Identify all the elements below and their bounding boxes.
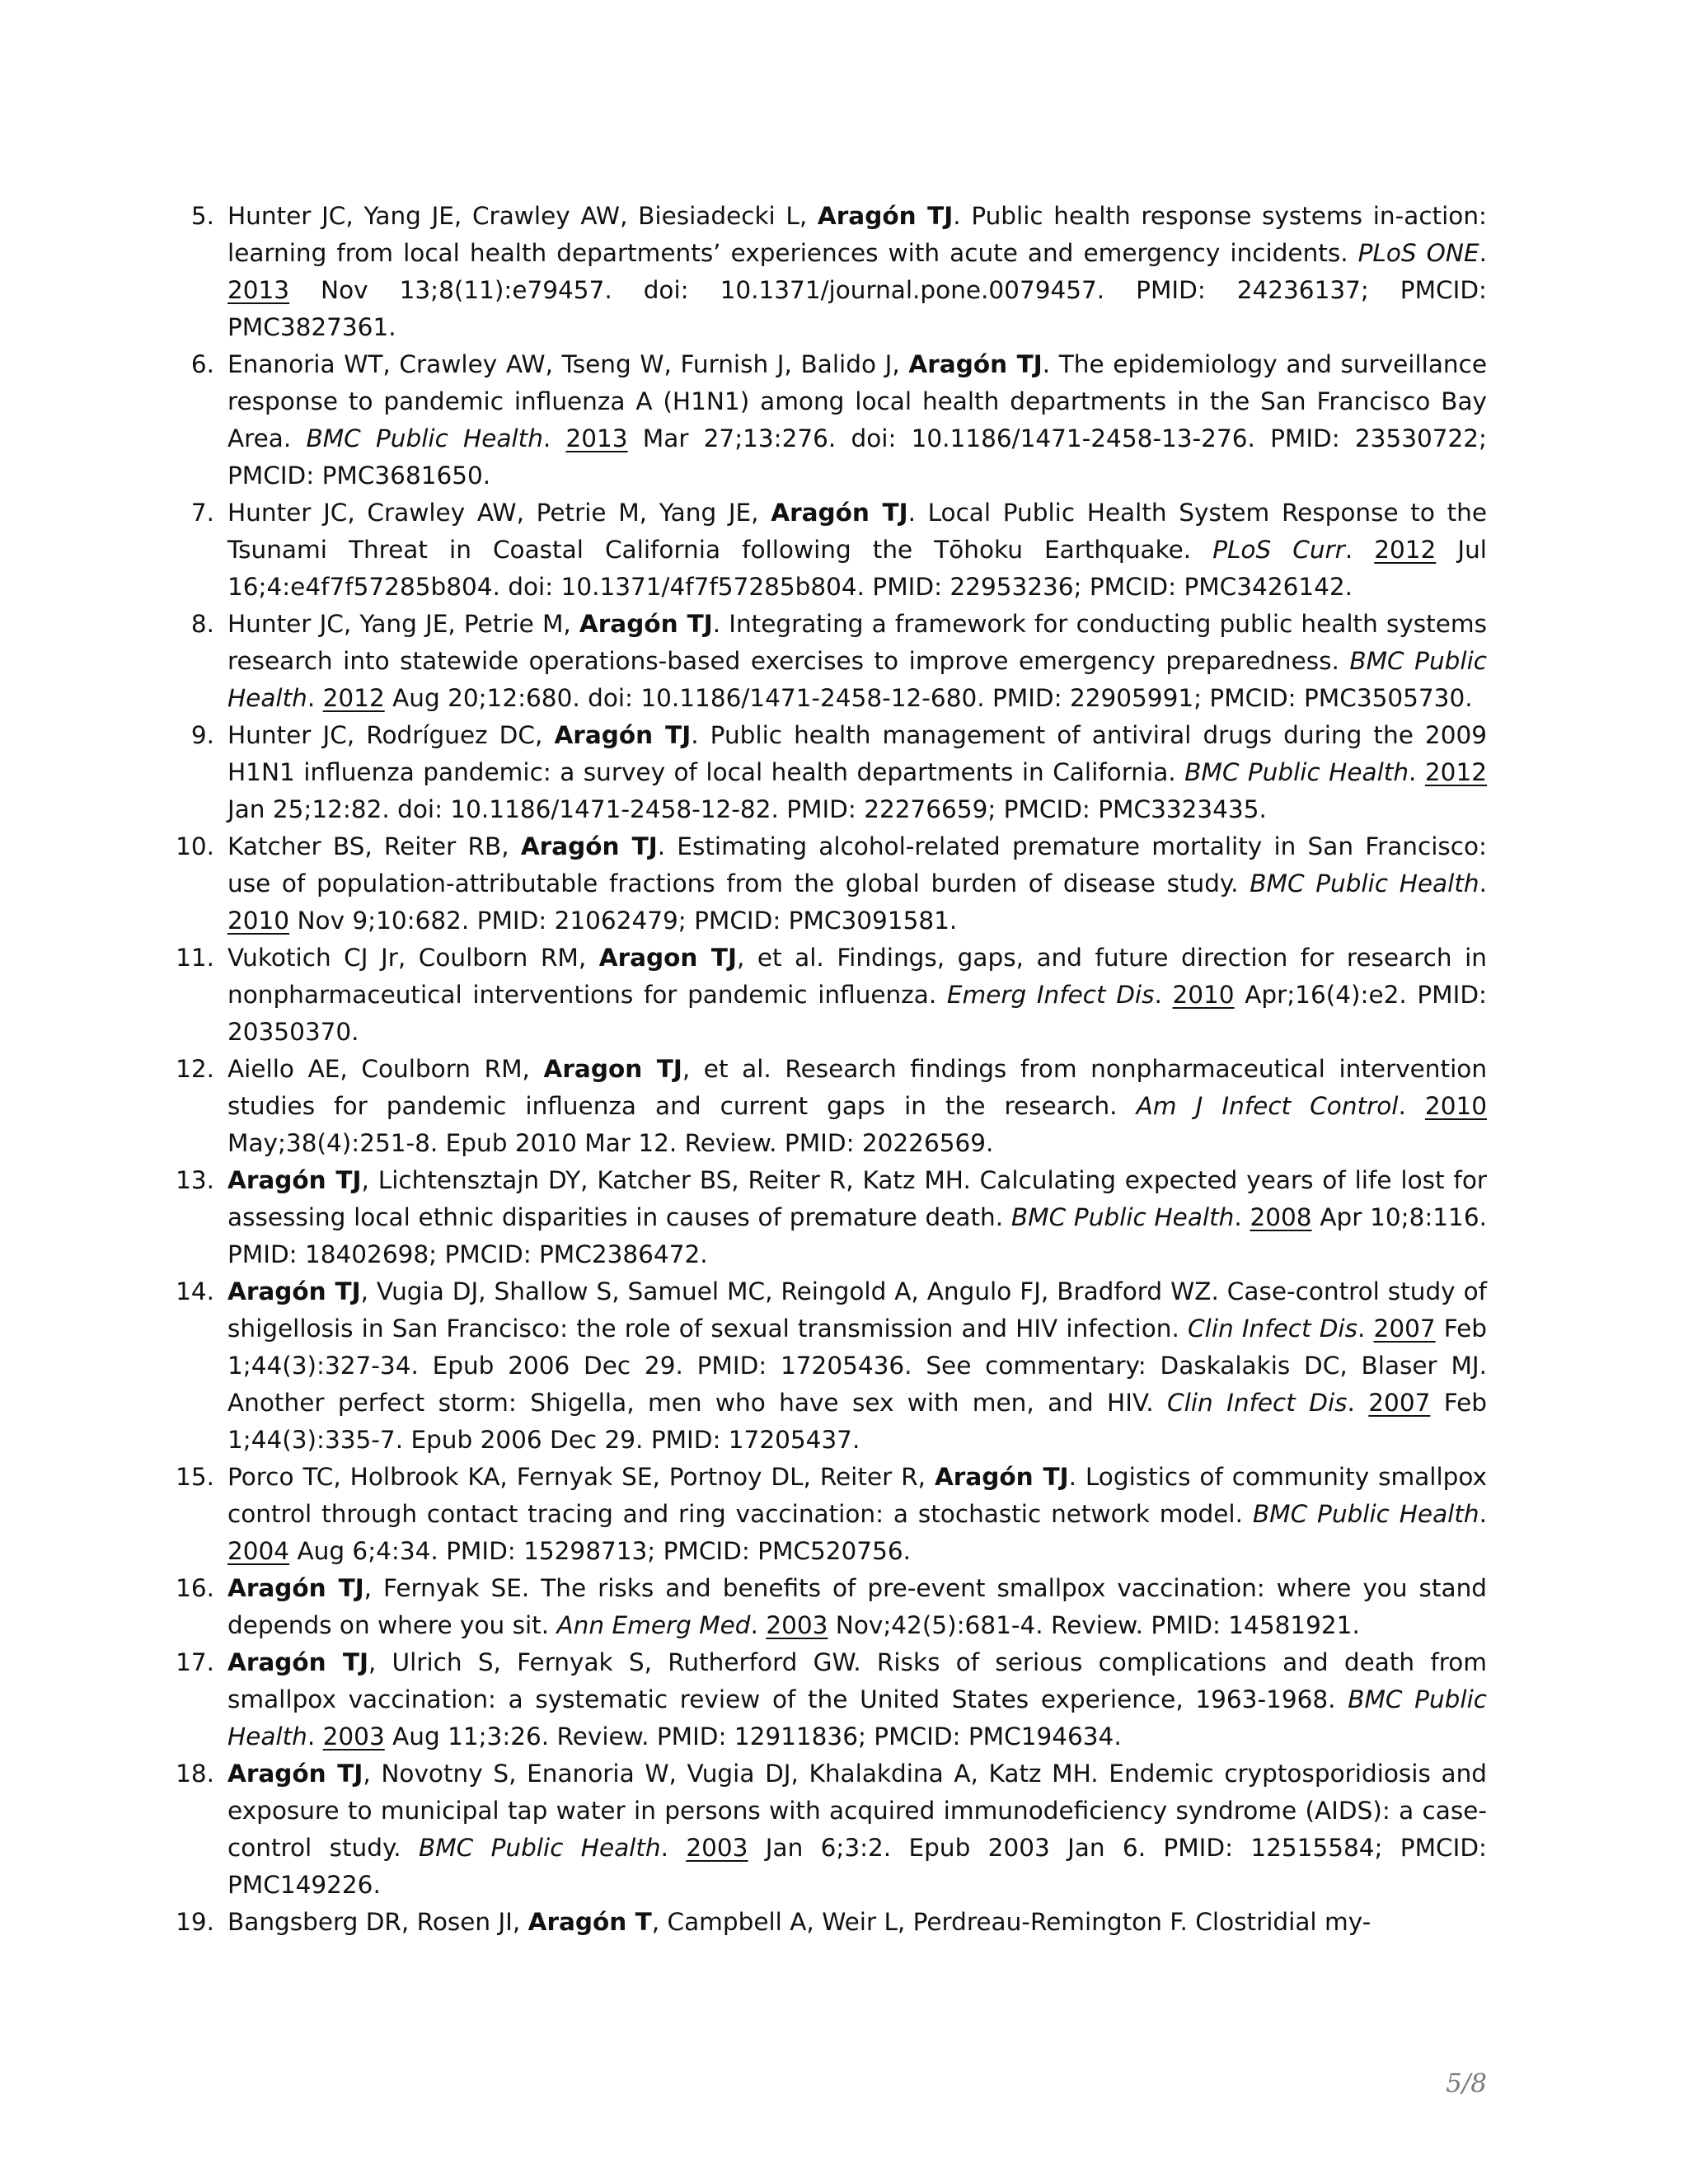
publication-year: 2013: [565, 424, 628, 452]
reference-title: , Vugia DJ, Shallow S, Samuel MC, Reingold A, Angulo FJ, Bradford WZ. Case-control study of shigellosis in San Francisco: the role of sexual transmission and HIV infection.: [227, 1277, 1487, 1343]
publication-year: 2003: [686, 1834, 748, 1862]
reference-title: , Fernyak SE. The risks and benefits of pre-event smallpox vaccination: where you stand depends on where you sit.: [227, 1574, 1487, 1639]
separator: .: [1409, 758, 1425, 786]
journal-name: BMC Public Health: [227, 647, 1487, 712]
publication-year: 2008: [1250, 1203, 1312, 1231]
reference-item: [0, 717, 1487, 828]
citation-details: Apr 10;8:116. PMID: 18402698; PMCID: PMC2386472.: [227, 1203, 1487, 1268]
separator: .: [307, 1722, 323, 1750]
publication-year: 2003: [322, 1722, 385, 1750]
reference-title: , Ulrich S, Fernyak S, Rutherford GW. Risks of serious complications and death from smallpox vaccination: a systematic review of the United States experience, 1963-1968.: [227, 1648, 1487, 1713]
reference-item: [0, 1459, 1487, 1570]
reference-number: 17.: [176, 1648, 214, 1676]
reference-authors: Hunter JC, Crawley AW, Petrie M, Yang JE,: [227, 499, 771, 527]
journal-name: BMC Public Health: [306, 424, 543, 452]
reference-item: [0, 1644, 1487, 1755]
publication-year: 2007: [1368, 1389, 1431, 1417]
reference-number: 7.: [190, 499, 214, 527]
citation-details: Aug 6;4:34. PMID: 15298713; PMCID: PMC520756.: [289, 1537, 911, 1565]
reference-title: . Public health response systems in-action: learning from local health departments’ experiences with acute and emergency incidents.: [227, 202, 1487, 267]
citation-details: Nov;42(5):681-4. Review. PMID: 14581921.: [828, 1611, 1360, 1639]
reference-title: . Public health management of antiviral drugs during the 2009 H1N1 influenza pandemic: a survey of local health departments in California.: [227, 721, 1487, 786]
reference-item: [0, 494, 1487, 606]
reference-item: [0, 1904, 1487, 1941]
journal-name: BMC Public Health: [418, 1834, 661, 1862]
publication-year: 2012: [322, 684, 385, 712]
publication-year: 2012: [1424, 758, 1487, 786]
citation-details: Jul 16;4:e4f7f57285b804. doi: 10.1371/4f7f57285b804. PMID: 22953236; PMCID: PMC3426142.: [227, 536, 1487, 601]
reference-title: , Campbell A, Weir L, Perdreau-Remington F. Clostridial my-: [651, 1908, 1372, 1936]
separator: .: [1234, 1203, 1250, 1231]
reference-number: 6.: [190, 350, 214, 378]
publication-year: 2004: [227, 1537, 290, 1565]
reference-authors: Vukotich CJ Jr, Coulborn RM,: [227, 944, 599, 972]
reference-number: 12.: [176, 1055, 214, 1083]
journal-name: Emerg Infect Dis: [946, 981, 1155, 1009]
publication-year: 2007: [1373, 1315, 1436, 1343]
separator: .: [1154, 981, 1173, 1009]
reference-authors: Hunter JC, Rodríguez DC,: [227, 721, 555, 749]
citation-details: Jan 25;12:82. doi: 10.1186/1471-2458-12-82. PMID: 22276659; PMCID: PMC3323435.: [227, 795, 1267, 823]
citation-details: Nov 9;10:682. PMID: 21062479; PMCID: PMC3091581.: [289, 907, 958, 935]
reference-title: . Local Public Health System Response to the Tsunami Threat in Coastal California following the Tōhoku Earthquake.: [227, 499, 1487, 564]
journal-name: BMC Public Health: [1184, 758, 1409, 786]
citation-details: Mar 27;13:276. doi: 10.1186/1471-2458-13-276. PMID: 23530722; PMCID: PMC3681650.: [227, 424, 1487, 490]
publication-year: 2010: [1172, 981, 1235, 1009]
journal-name: PLoS Curr: [1212, 536, 1345, 564]
reference-title: . Estimating alcohol-related premature mortality in San Francisco: use of population-attributable fractions from the global burden of disease study.: [227, 832, 1487, 898]
journal-name: BMC Public Health: [1010, 1203, 1235, 1231]
reference-authors: Hunter JC, Yang JE, Crawley AW, Biesiadecki L,: [227, 202, 818, 230]
separator: .: [1479, 239, 1488, 267]
reference-title: . The epidemiology and surveillance response to pandemic influenza A (H1N1) among local health departments in the San Francisco Bay Area.: [227, 350, 1488, 452]
reference-authors: Bangsberg DR, Rosen JI,: [227, 1908, 528, 1936]
publication-year: 2003: [766, 1611, 828, 1639]
highlighted-author: Aragón TJ: [227, 1277, 361, 1305]
reference-item: [0, 198, 1487, 346]
reference-title: , Lichtensztajn DY, Katcher BS, Reiter R, Katz MH. Calculating expected years of life lost for assessing local ethnic disparities in causes of premature death.: [227, 1166, 1487, 1231]
separator: .: [542, 424, 566, 452]
citation-details: Jan 6;3:2. Epub 2003 Jan 6. PMID: 12515584; PMCID: PMC149226.: [227, 1834, 1487, 1899]
reference-title: , et al. Research findings from nonpharmaceutical intervention studies for pandemic influenza and current gaps in the research.: [227, 1055, 1488, 1120]
reference-title: . Logistics of community smallpox control through contact tracing and ring vaccination: a stochastic network model.: [227, 1463, 1487, 1528]
highlighted-author: Aragón TJ: [554, 721, 692, 749]
highlighted-author: Aragon TJ: [598, 944, 737, 972]
highlighted-author: Aragón TJ: [227, 1648, 368, 1676]
highlighted-author: Aragon TJ: [543, 1055, 682, 1083]
reference-authors: Aiello AE, Coulborn RM,: [227, 1055, 544, 1083]
reference-item: [0, 606, 1487, 717]
publication-year: 2012: [1374, 536, 1437, 564]
highlighted-author: Aragón TJ: [934, 1463, 1069, 1491]
reference-number: 5.: [190, 202, 214, 230]
reference-title: . Integrating a framework for conducting public health systems research into statewide operations-based exercises to improve emergency preparedness.: [227, 610, 1487, 675]
reference-item: [0, 940, 1487, 1051]
highlighted-author: Aragón T: [528, 1908, 652, 1936]
publication-year: 2010: [1424, 1092, 1487, 1120]
reference-number: 10.: [176, 832, 214, 860]
separator: .: [1344, 536, 1375, 564]
journal-name: Am J Infect Control: [1136, 1092, 1399, 1120]
citation-details: Apr;16(4):e2. PMID: 20350370.: [227, 981, 1487, 1046]
citation-details: Feb 1;44(3):335-7. Epub 2006 Dec 29. PMID: 17205437.: [227, 1389, 1487, 1454]
reference-number: 16.: [176, 1574, 214, 1602]
highlighted-author: Aragón TJ: [771, 499, 908, 527]
separator: .: [1357, 1315, 1374, 1343]
reference-title: , Novotny S, Enanoria W, Vugia DJ, Khalakdina A, Katz MH. Endemic cryptosporidiosis and exposure to municipal tap water in persons with acquired immunodeficiency syndrome (AIDS): a case-control study.: [227, 1760, 1488, 1862]
reference-authors: Katcher BS, Reiter RB,: [227, 832, 521, 860]
highlighted-author: Aragón TJ: [227, 1166, 362, 1194]
reference-list: [0, 198, 1688, 1941]
separator: .: [1479, 869, 1487, 898]
highlighted-author: Aragón TJ: [579, 610, 713, 638]
citation-details: Aug 11;3:26. Review. PMID: 12911836; PMCID: PMC194634.: [384, 1722, 1122, 1750]
separator: .: [660, 1834, 687, 1862]
reference-item: [0, 1755, 1487, 1904]
separator: .: [1347, 1389, 1369, 1417]
journal-name: Clin Infect Dis: [1167, 1389, 1348, 1417]
separator: .: [1398, 1092, 1425, 1120]
separator: .: [1479, 1500, 1487, 1528]
separator: .: [307, 684, 323, 712]
reference-item: [0, 1570, 1487, 1644]
journal-name: BMC Public Health: [1250, 869, 1479, 898]
reference-authors: Enanoria WT, Crawley AW, Tseng W, Furnish J, Balido J,: [227, 350, 909, 378]
highlighted-author: Aragón TJ: [227, 1760, 363, 1788]
reference-title: , et al. Findings, gaps, and future direction for research in nonpharmaceutical interventions for pandemic influenza.: [227, 944, 1487, 1009]
reference-number: 11.: [176, 944, 214, 972]
citation-details: Nov 13;8(11):e79457. doi: 10.1371/journal.pone.0079457. PMID: 24236137; PMCID: PMC3827361.: [227, 276, 1487, 341]
reference-item: [0, 1051, 1487, 1162]
reference-number: 15.: [176, 1463, 214, 1491]
reference-number: 19.: [176, 1908, 214, 1936]
highlighted-author: Aragón TJ: [817, 202, 954, 230]
highlighted-author: Aragón TJ: [520, 832, 658, 860]
highlighted-author: Aragón TJ: [908, 350, 1043, 378]
journal-name: PLoS ONE: [1357, 239, 1479, 267]
citation-details: Feb 1;44(3):327-34. Epub 2006 Dec 29. PMID: 17205436. See commentary: Daskalakis DC, Blaser MJ. Another perfect storm: Shigella, men who have sex with men, and HIV.: [227, 1315, 1487, 1417]
reference-number: 14.: [176, 1277, 214, 1305]
reference-number: 18.: [176, 1760, 214, 1788]
journal-name: Clin Infect Dis: [1188, 1315, 1358, 1343]
reference-authors: Hunter JC, Yang JE, Petrie M,: [227, 610, 579, 638]
reference-item: [0, 346, 1487, 494]
journal-name: Ann Emerg Med: [556, 1611, 751, 1639]
publication-year: 2010: [227, 907, 290, 935]
reference-number: 13.: [176, 1166, 214, 1194]
reference-number: 8.: [190, 610, 214, 638]
journal-name: BMC Public Health: [1252, 1500, 1479, 1528]
citation-details: Aug 20;12:680. doi: 10.1186/1471-2458-12-680. PMID: 22905991; PMCID: PMC3505730.: [384, 684, 1473, 712]
reference-item: [0, 1162, 1487, 1273]
reference-item: [0, 1273, 1487, 1459]
journal-name: BMC Public Health: [227, 1685, 1487, 1750]
reference-item: [0, 828, 1487, 940]
page-number: 5/8: [1446, 2069, 1487, 2098]
separator: .: [750, 1611, 767, 1639]
reference-number: 9.: [190, 721, 214, 749]
reference-authors: Porco TC, Holbrook KA, Fernyak SE, Portnoy DL, Reiter R,: [227, 1463, 935, 1491]
citation-details: May;38(4):251-8. Epub 2010 Mar 12. Review. PMID: 20226569.: [227, 1129, 994, 1157]
highlighted-author: Aragón TJ: [227, 1574, 364, 1602]
publication-year: 2013: [227, 276, 290, 304]
